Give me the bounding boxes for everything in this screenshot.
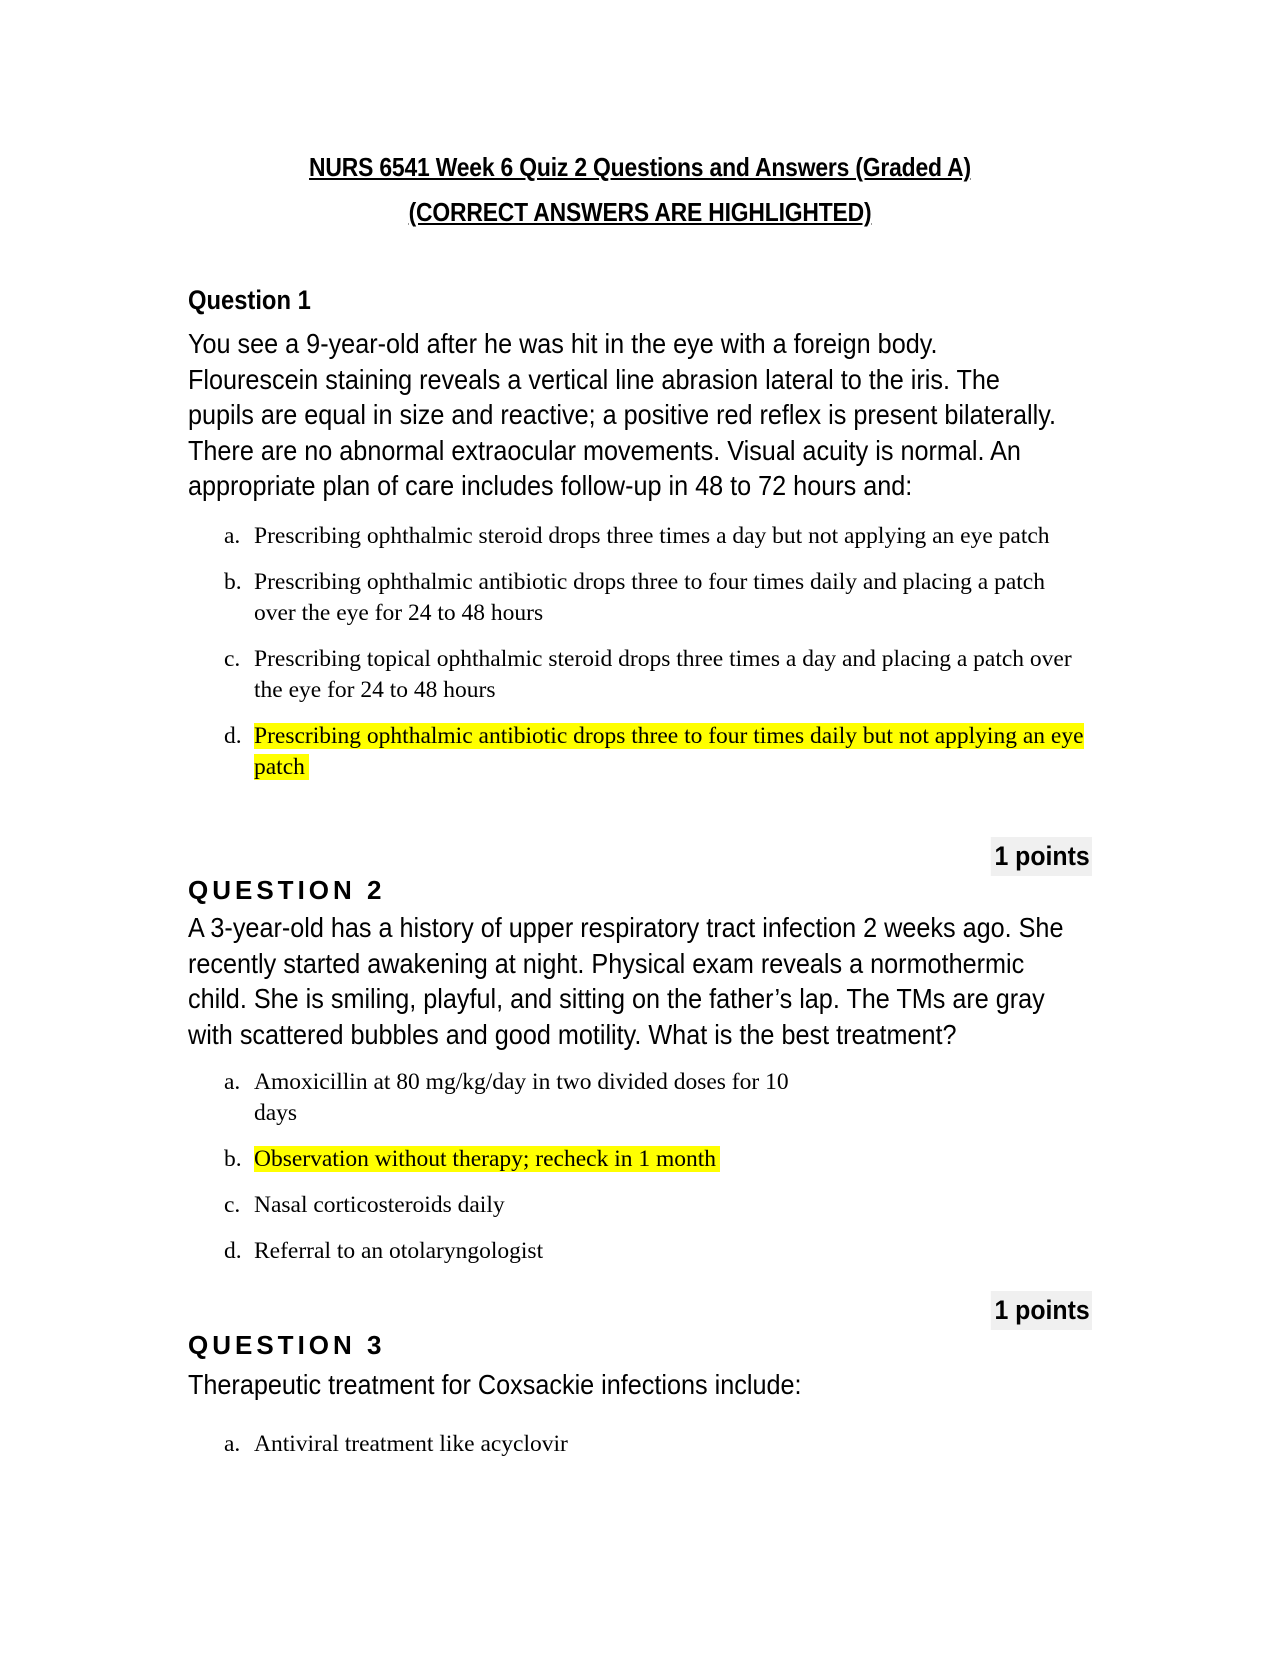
option-text: Nasal corticosteroids daily [254,1192,505,1218]
option-b-correct [224,1144,824,1175]
option-text-wrapper [254,1144,824,1175]
option-a [224,1429,1084,1460]
option-letter: a. [224,523,241,549]
highlighted-answer: Observation without therapy; recheck in 1 month [254,1146,720,1172]
option-text: Referral to an otolaryngologist [254,1238,544,1264]
option-b [224,567,1084,629]
option-c [224,644,1084,706]
question-3-options [224,1429,1084,1475]
question-3-label: QUESTION 3 [188,1330,386,1360]
highlighted-answer: Prescribing ophthalmic antibiotic drops three to four times daily but not applying an eye patch [254,723,1084,780]
option-a [224,1067,824,1129]
option-text: Prescribing ophthalmic antibiotic drops three to four times daily and placing a patch over the eye for 24 to 48 hours [254,569,1045,626]
option-text: Prescribing topical ophthalmic steroid drops three times a day and placing a patch over the eye for 24 to 48 hours [254,646,1072,703]
option-letter: c. [224,646,241,672]
option-letter: c. [224,1192,241,1218]
option-letter: b. [224,569,242,595]
option-text: Antiviral treatment like acyclovir [254,1431,568,1457]
question-2-options [224,1067,824,1282]
question-2-stem: A 3-year-old has a history of upper respiratory tract infection 2 weeks ago. She recently started awakening at night. Physical exam reveals a normothermic child. She is smiling, playful, and sitting on the father’s lap. The TMs are gray with scattered bubbles and good motility. What is the best treatment? [188,912,1064,1050]
question-1-label: Question 1 [188,285,311,315]
option-letter: a. [224,1069,241,1095]
question-2-label: QUESTION 2 [188,875,386,905]
option-a [224,521,1084,552]
document-title: NURS 6541 Week 6 Quiz 2 Questions and Answers (Graded A) [309,152,971,182]
question-2-points: 1 points [991,1291,1092,1330]
question-3-stem: Therapeutic treatment for Coxsackie infections include: [188,1369,802,1400]
option-text: Prescribing ophthalmic steroid drops three times a day but not applying an eye patch [254,523,1050,549]
option-letter: d. [224,723,242,749]
question-1-stem: You see a 9-year-old after he was hit in the eye with a foreign body. Flourescein staining reveals a vertical line abrasion lateral to the iris. The pupils are equal in size and reactive; a positive red reflex is present bilaterally. There are no abnormal extraocular movements. Visual acuity is normal. An appropriate plan of care includes follow-up in 48 to 72 hours and: [188,328,1056,501]
option-letter: a. [224,1431,241,1457]
option-c [224,1190,824,1221]
question-1-points: 1 points [991,837,1092,876]
option-text: Amoxicillin at 80 mg/kg/day in two divided doses for 10 days [254,1069,789,1126]
question-1-options [224,521,1084,798]
option-letter: d. [224,1238,242,1264]
option-d-correct [224,721,1084,783]
document-subtitle: (CORRECT ANSWERS ARE HIGHLIGHTED) [408,197,872,227]
option-letter: b. [224,1146,242,1172]
option-d [224,1236,824,1267]
option-text-wrapper [254,721,1084,783]
